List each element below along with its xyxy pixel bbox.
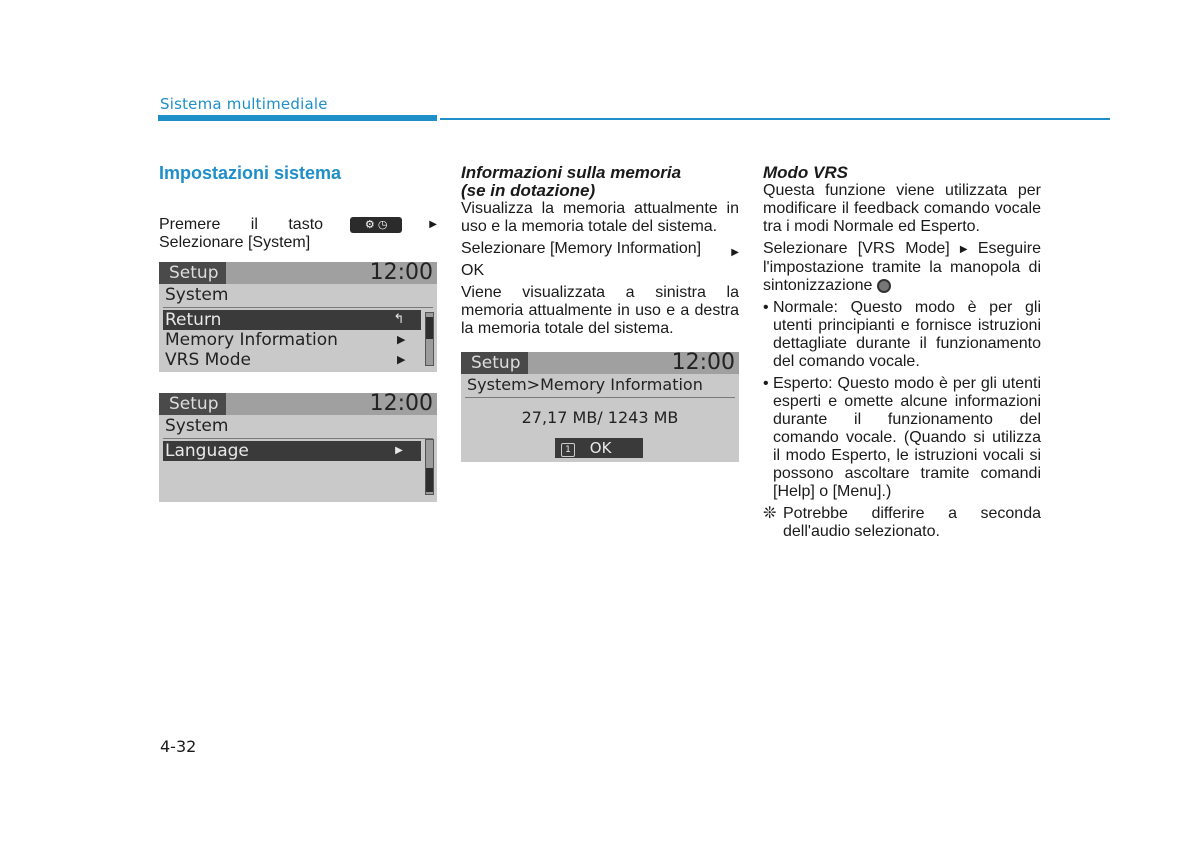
bullet: • [763,299,769,316]
menu-item-return[interactable]: Return [163,310,377,330]
screen-divider [465,397,735,398]
scrollbar-thumb[interactable] [426,317,433,339]
section-title: Sistema multimediale [160,95,328,113]
memory-value: 27,17 MB/ 1243 MB [521,408,679,427]
ok-label: OK [589,439,612,457]
instruction-text [763,240,1041,295]
menu-item-vrs-mode[interactable]: VRS Mode [165,350,251,370]
instruction-line [159,216,437,234]
note-text: Potrebbe differire a seconda dell'audio selezionato. [783,505,1041,540]
instruction-text: OK [461,262,485,279]
instruction-text: Selezionare [System] [159,234,311,251]
list-item [763,375,1041,501]
paragraph: Visualizza la memoria attualmente in uso e la memoria totale del sistema. [461,200,739,235]
screen-system-menu [159,262,437,372]
arrow-right-icon: ▶ [397,333,406,346]
note-symbol-icon: ❊ [763,505,777,522]
header-rule [440,118,1110,120]
screen-clock: 12:00 [671,352,735,375]
screen-tab: Setup [159,262,226,284]
bullet: • [763,375,769,392]
screen-clock: 12:00 [369,393,433,416]
screen-header: System [165,416,229,436]
paragraph: Viene visualizzata a sinistra la memoria attualmente in uso e a destra la memoria totale del sistema. [461,284,739,337]
column-memory-information [461,164,739,342]
scrollbar[interactable] [425,312,434,366]
paragraph: Questa funzione viene utilizzata per modificare il feedback comando vocale tra i modi Normale ed Esperto. [763,182,1041,235]
screen-header: System>Memory Information [467,375,703,394]
list-item-text: Esperto: Questo modo è per gli utenti esperti e omette alcune informazioni durante il funzionamento del comando vocale. (Quando si utilizza il modo Esperto, le istruzioni vocali si possono ascoltare tramite comandi [Help] o [Menu].) [773,375,1041,500]
screen-header: System [165,285,229,305]
heading-vrs-mode: Modo VRS [763,163,848,182]
screen-memory-information [461,352,739,462]
ok-button[interactable] [555,438,643,458]
instruction-line [461,240,739,262]
page-number: 4-32 [160,737,197,756]
scrollbar-thumb[interactable] [426,468,433,492]
heading-memory-information: Informazioni sulla memoria [461,163,682,182]
instruction-part: Selezionare [VRS Mode] [763,240,950,257]
screen-language-menu [159,393,437,502]
screen-tab: Setup [461,352,528,374]
note [763,505,1041,541]
screen-tab: Setup [159,393,226,415]
number-one-icon: 1 [561,443,575,457]
arrow-right-icon: ▶ [429,219,437,230]
menu-item-language[interactable]: Language [163,441,377,461]
screen-clock: 12:00 [369,262,433,285]
instruction-text: Premere il tasto [159,216,324,233]
heading-system-settings: Impostazioni sistema [159,163,342,183]
tune-knob-icon [877,279,891,293]
list-item [763,299,1041,371]
heading-memory-information-sub: (se in dotazione) [461,181,596,200]
instruction-text: Selezionare [Memory Information] [461,240,702,257]
arrow-right-icon: ▶ [397,353,406,366]
screen-divider [163,307,433,308]
arrow-right-icon: ▶ [377,441,421,461]
arrow-right-icon: ▶ [959,244,968,255]
header-bar [158,115,437,121]
column-vrs-mode [763,164,1041,541]
menu-item-memory-information[interactable]: Memory Information [165,330,338,350]
list-item-text: Normale: Questo modo è per gli utenti principianti e fornisce istruzioni dettagliate durante il funzionamento del comando vocale. [773,299,1041,370]
scrollbar[interactable] [425,439,434,495]
screen-divider [163,438,433,439]
arrow-right-icon: ▶ [731,247,739,258]
column-system-settings [159,164,437,252]
setup-key-icon: ⚙ ◷ [350,217,402,233]
return-icon: ↰ [377,310,421,330]
instruction-part: Eseguire l'impostazione tramite la manopola di sintonizzazione [763,240,1041,294]
